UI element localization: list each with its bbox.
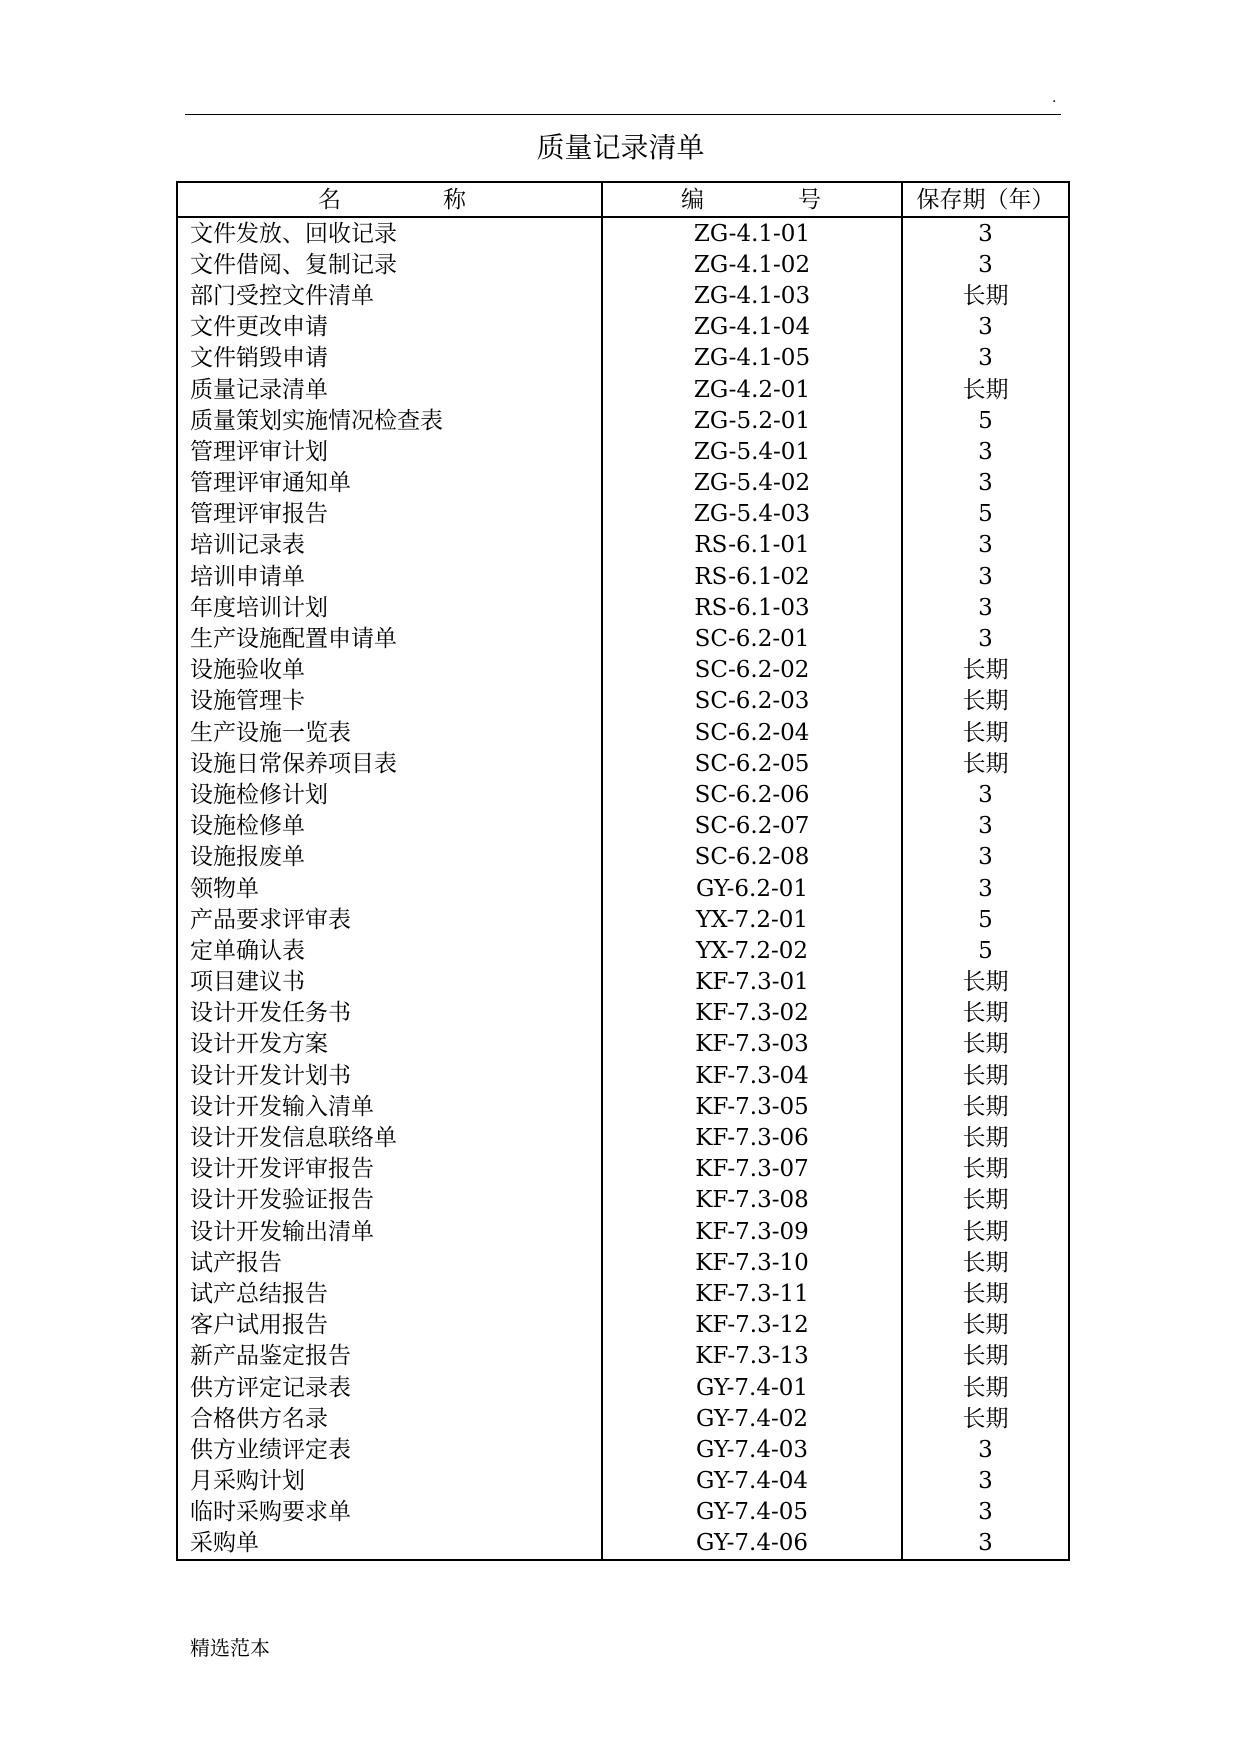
records-table [176,181,1070,1561]
record-code: ZG-4.2-01 [602,374,902,405]
table-row [177,530,1069,561]
record-code: SC-6.2-07 [602,811,902,842]
record-code: KF-7.3-13 [602,1341,902,1372]
table-row [177,312,1069,343]
table-row [177,1341,1069,1372]
record-code: YX-7.2-01 [602,904,902,935]
table-row [177,1091,1069,1122]
record-code: ZG-4.1-04 [602,312,902,343]
record-code: RS-6.1-03 [602,592,902,623]
record-code: GY-7.4-01 [602,1372,902,1403]
record-name: 文件发放、回收记录 [177,217,602,249]
record-code: YX-7.2-02 [602,935,902,966]
record-code: ZG-4.1-02 [602,249,902,280]
record-code: SC-6.2-01 [602,623,902,654]
retention-period: 长期 [902,717,1069,748]
retention-period: 5 [902,405,1069,436]
table-row [177,842,1069,873]
table-row [177,935,1069,966]
table-row [177,217,1069,249]
record-code: SC-6.2-05 [602,748,902,779]
retention-period: 长期 [902,280,1069,311]
record-code: KF-7.3-08 [602,1185,902,1216]
retention-period: 3 [902,873,1069,904]
record-code: KF-7.3-12 [602,1310,902,1341]
table-row [177,592,1069,623]
table-row [177,1154,1069,1185]
table-row [177,1310,1069,1341]
table-row [177,904,1069,935]
table-row [177,1466,1069,1497]
record-name: 定单确认表 [177,935,602,966]
record-name: 设计开发任务书 [177,998,602,1029]
retention-period: 长期 [902,1310,1069,1341]
retention-period: 3 [902,1434,1069,1465]
record-name: 设施管理卡 [177,686,602,717]
retention-period: 长期 [902,967,1069,998]
record-name: 客户试用报告 [177,1310,602,1341]
record-code: GY-6.2-01 [602,873,902,904]
retention-period: 3 [902,811,1069,842]
retention-period: 长期 [902,1185,1069,1216]
retention-period: 3 [902,312,1069,343]
record-name: 生产设施配置申请单 [177,623,602,654]
record-name: 领物单 [177,873,602,904]
record-name: 设施报废单 [177,842,602,873]
table-row [177,405,1069,436]
record-code: KF-7.3-11 [602,1278,902,1309]
record-name: 供方评定记录表 [177,1372,602,1403]
header-dot: . [1052,90,1057,106]
retention-period: 3 [902,592,1069,623]
footer-text: 精选范本 [190,1636,270,1660]
retention-period: 长期 [902,1247,1069,1278]
record-name: 文件销毁申请 [177,343,602,374]
record-code: GY-7.4-03 [602,1434,902,1465]
record-code: KF-7.3-06 [602,1122,902,1153]
retention-period: 3 [902,1528,1069,1560]
table-row [177,1372,1069,1403]
record-code: SC-6.2-03 [602,686,902,717]
retention-period: 3 [902,343,1069,374]
retention-period: 长期 [902,686,1069,717]
retention-period: 长期 [902,1060,1069,1091]
record-name: 项目建议书 [177,967,602,998]
record-code: SC-6.2-04 [602,717,902,748]
table-body [177,217,1069,1560]
record-code: KF-7.3-10 [602,1247,902,1278]
record-name: 设施检修计划 [177,779,602,810]
table-row [177,468,1069,499]
record-code: KF-7.3-07 [602,1154,902,1185]
retention-period: 3 [902,468,1069,499]
record-code: KF-7.3-02 [602,998,902,1029]
retention-period: 长期 [902,1122,1069,1153]
record-code: GY-7.4-02 [602,1403,902,1434]
record-code: ZG-5.2-01 [602,405,902,436]
table-row [177,873,1069,904]
table-row [177,655,1069,686]
record-name: 月采购计划 [177,1466,602,1497]
record-name: 新产品鉴定报告 [177,1341,602,1372]
retention-period: 3 [902,217,1069,249]
retention-period: 长期 [902,374,1069,405]
retention-period: 3 [902,561,1069,592]
record-code: GY-7.4-05 [602,1497,902,1528]
retention-period: 长期 [902,1216,1069,1247]
record-name: 产品要求评审表 [177,904,602,935]
header-name-part-a: 名 [318,186,341,213]
record-name: 管理评审报告 [177,499,602,530]
record-name: 采购单 [177,1528,602,1560]
retention-period: 5 [902,499,1069,530]
record-code: KF-7.3-01 [602,967,902,998]
record-name: 设施日常保养项目表 [177,748,602,779]
record-name: 设计开发输入清单 [177,1091,602,1122]
header-keep: 保存期（年） [902,182,1069,217]
table-row [177,343,1069,374]
record-name: 生产设施一览表 [177,717,602,748]
record-name: 质量记录清单 [177,374,602,405]
record-code: GY-7.4-04 [602,1466,902,1497]
record-name: 设施检修单 [177,811,602,842]
table-row [177,1247,1069,1278]
table-row [177,779,1069,810]
record-code: ZG-5.4-03 [602,499,902,530]
retention-period: 长期 [902,1372,1069,1403]
retention-period: 长期 [902,748,1069,779]
header-code-part-b: 号 [798,186,821,213]
record-name: 培训记录表 [177,530,602,561]
record-code: KF-7.3-04 [602,1060,902,1091]
record-name: 管理评审计划 [177,436,602,467]
table-row [177,1060,1069,1091]
record-name: 设计开发评审报告 [177,1154,602,1185]
table-row [177,374,1069,405]
table-row [177,1122,1069,1153]
retention-period: 长期 [902,1091,1069,1122]
record-name: 管理评审通知单 [177,468,602,499]
table-row [177,1497,1069,1528]
record-code: SC-6.2-06 [602,779,902,810]
record-name: 文件更改申请 [177,312,602,343]
record-code: ZG-5.4-01 [602,436,902,467]
record-name: 质量策划实施情况检查表 [177,405,602,436]
table-row [177,717,1069,748]
table-row [177,1528,1069,1560]
retention-period: 5 [902,904,1069,935]
table-row [177,280,1069,311]
retention-period: 长期 [902,998,1069,1029]
retention-period: 3 [902,1466,1069,1497]
retention-period: 长期 [902,1154,1069,1185]
table-row [177,1185,1069,1216]
record-name: 供方业绩评定表 [177,1434,602,1465]
table-row [177,499,1069,530]
table-row [177,1403,1069,1434]
header-rule [185,114,1061,115]
retention-period: 3 [902,779,1069,810]
retention-period: 3 [902,436,1069,467]
table-row [177,1029,1069,1060]
table-row [177,436,1069,467]
retention-period: 长期 [902,1278,1069,1309]
record-name: 年度培训计划 [177,592,602,623]
record-code: ZG-4.1-03 [602,280,902,311]
table-row [177,967,1069,998]
table-row [177,1434,1069,1465]
record-name: 文件借阅、复制记录 [177,249,602,280]
record-name: 合格供方名录 [177,1403,602,1434]
record-code: KF-7.3-05 [602,1091,902,1122]
table-row [177,1216,1069,1247]
retention-period: 3 [902,842,1069,873]
record-name: 设计开发验证报告 [177,1185,602,1216]
table-row [177,623,1069,654]
retention-period: 3 [902,623,1069,654]
table-row [177,1278,1069,1309]
retention-period: 长期 [902,655,1069,686]
header-name-part-b: 称 [443,186,466,213]
record-code: SC-6.2-08 [602,842,902,873]
record-name: 设施验收单 [177,655,602,686]
record-name: 设计开发计划书 [177,1060,602,1091]
retention-period: 3 [902,249,1069,280]
record-name: 设计开发输出清单 [177,1216,602,1247]
table-header-row [177,182,1069,217]
page-title: 质量记录清单 [536,131,705,164]
record-name: 临时采购要求单 [177,1497,602,1528]
retention-period: 长期 [902,1403,1069,1434]
retention-period: 长期 [902,1341,1069,1372]
header-name [177,182,602,217]
record-name: 试产总结报告 [177,1278,602,1309]
record-code: ZG-4.1-01 [602,217,902,249]
record-name: 培训申请单 [177,561,602,592]
retention-period: 3 [902,530,1069,561]
record-code: KF-7.3-03 [602,1029,902,1060]
record-code: ZG-5.4-02 [602,468,902,499]
record-code: ZG-4.1-05 [602,343,902,374]
record-code: RS-6.1-02 [602,561,902,592]
record-code: KF-7.3-09 [602,1216,902,1247]
retention-period: 5 [902,935,1069,966]
record-name: 部门受控文件清单 [177,280,602,311]
table-row [177,249,1069,280]
table-row [177,561,1069,592]
table-row [177,686,1069,717]
table-row [177,748,1069,779]
record-code: SC-6.2-02 [602,655,902,686]
record-name: 设计开发信息联络单 [177,1122,602,1153]
table-row [177,811,1069,842]
record-name: 试产报告 [177,1247,602,1278]
retention-period: 3 [902,1497,1069,1528]
record-code: GY-7.4-06 [602,1528,902,1560]
retention-period: 长期 [902,1029,1069,1060]
record-name: 设计开发方案 [177,1029,602,1060]
header-code [602,182,902,217]
record-code: RS-6.1-01 [602,530,902,561]
header-code-part-a: 编 [681,186,704,213]
table-row [177,998,1069,1029]
